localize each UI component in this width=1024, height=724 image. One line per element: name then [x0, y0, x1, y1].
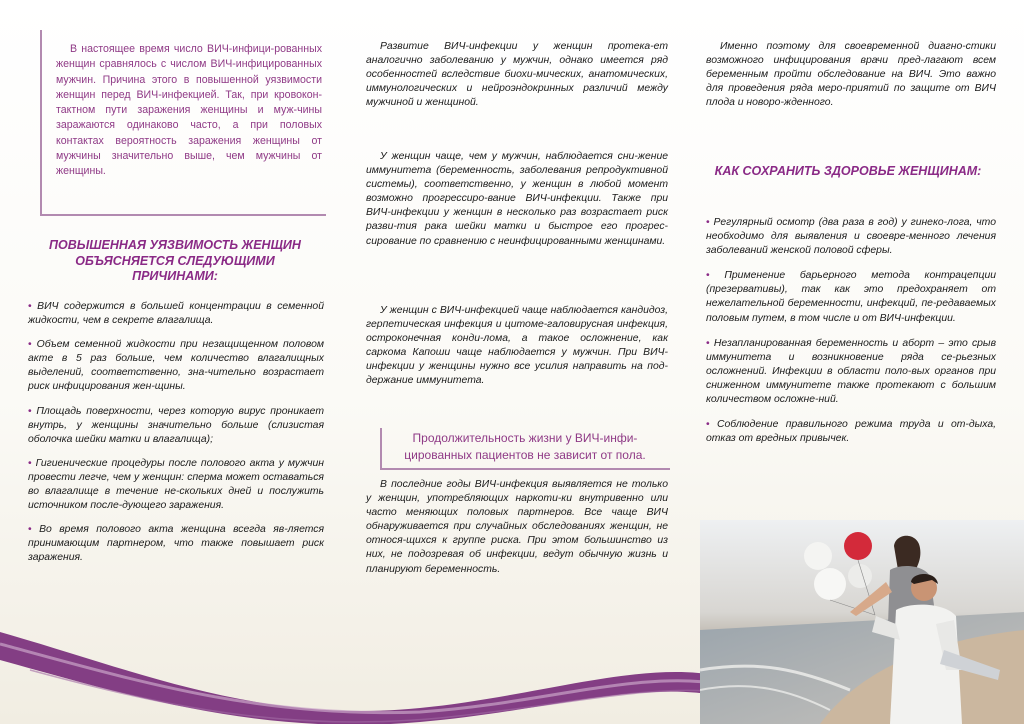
bullet-icon: •: [28, 457, 32, 469]
life-expectancy-callout: Продолжительность жизни у ВИЧ-инфи-цированных пациентов не зависит от пола.: [404, 431, 646, 462]
bullet-icon: •: [28, 301, 32, 312]
vulnerability-heading: ПОВЫШЕННАЯ УЯЗВИМОСТЬ ЖЕНЩИН ОБЪЯСНЯЕТСЯ СЛЕДУЮЩИМИ ПРИЧИНАМИ:: [49, 238, 301, 283]
ribbon-band: [0, 632, 720, 724]
bullet-icon: •: [706, 217, 710, 228]
recent-years-paragraph: В последние годы ВИЧ-инфекция выявляется не только у женщин, употребляющих наркоти-ки внутривенно или часто меняющих половых партнеров. Все чаще ВИЧ обнаруживается при случайных обследованиях женщин, не относя-щихся к группе риска. При этом большинство из них, не подозревая об инфекции, ведут обычную жизнь и планируют беременность.: [366, 479, 668, 575]
vulnerability-reasons-list: [28, 300, 324, 576]
bullet-icon: •: [28, 524, 32, 536]
balloon-white: [804, 542, 832, 570]
list-item: • ВИЧ содержится в большей концентрации в семенной жидкости, чем в секрете влагалища.: [28, 301, 324, 327]
list-item: • Площадь поверхности, через которую вирус проникает внутрь, у женщины значительно больше (слизистая оболочка шейки матки и влагалища);: [28, 405, 324, 445]
decorative-ribbon: [0, 600, 720, 724]
hiv-development-paragraph: Развитие ВИЧ-инфекции у женщин протека-ет аналогично заболеванию у мужчин, однако имеется ряд особенностей вследствие биохи-мических, анатомических, иммунологических и нейроэндокринных различий между мужчиной и женщиной.: [366, 41, 668, 109]
health-tips-list: [706, 216, 996, 457]
list-item: • Объем семенной жидкости при незащищенном половом акте в 5 раз больше, чем количество влагалищных выделений, соответственно, зна-чительно возрастает риск инфицирования жен-щины.: [28, 339, 324, 393]
diagnosis-paragraph: Именно поэтому для своевременной диагно-стики возможного инфицирования врачи пред-лагают всем беременным пройти обследование на ВИЧ. Это важно для проведения ряда меро-приятий по защите от ВИЧ плода и новоро-жденного.: [706, 41, 996, 109]
bullet-icon: •: [706, 419, 710, 431]
list-item: • Регулярный осмотр (два раза в год) у гинеко-лога, что необходимо для выявления и своевре-менного лечения заболеваний женской половой сферы.: [706, 217, 996, 257]
infections-paragraph: У женщин с ВИЧ-инфекцией чаще наблюдается кандидоз, герпетическая инфекция и цитоме-галовирусная инфекция, остроконечная конди-лома, а такое осложнение, как саркома Капоши чаще наблюдается у мужчин. При ВИЧ-инфекции у женщины нужно все усилия направить на под-держание иммунитета.: [366, 305, 668, 387]
balloon-white: [814, 568, 846, 600]
health-tips-heading: КАК СОХРАНИТЬ ЗДОРОВЬЕ ЖЕНЩИНАМ:: [714, 164, 982, 178]
list-item: • Гигиенические процедуры после полового акта у мужчин провести легче, чем у женщин: сперма может оставаться во влагалище в течение не-скольких дней и послужить источником после-дующего заражения.: [28, 457, 324, 512]
balloon-white: [848, 564, 872, 588]
bullet-icon: •: [706, 337, 710, 349]
list-item: • Во время полового акта женщина всегда яв-ляется принимающим партнером, что также повышает риск заражения.: [28, 524, 325, 564]
bullet-icon: •: [28, 339, 32, 351]
list-item: • Незапланированная беременность и аборт – это срыв иммунитета и возникновение ряда се-рьезных осложнений. Инфекции в области поло-вых органов при сниженном иммунитете также протекают с большим количеством осложне-ний.: [706, 337, 996, 406]
bullet-icon: •: [706, 270, 710, 282]
intro-paragraph: В настоящее время число ВИЧ-инфици-рованных женщин сравнялось с числом ВИЧ-инфицированных мужчин. Причина этого в повышенной уязвимости женщин перед ВИЧ-инфекцией. Так, при кровокон-тактном пути заражения женщины и муж-чины заражаются одинаково часто, а при половых контактах вероятность заражения женщины от мужчины значительно выше, чем мужчины от женщины.: [56, 43, 322, 178]
list-item: • Соблюдение правильного режима труда и от-дыха, отказ от вредных привычек.: [706, 419, 996, 445]
balloon-red: [844, 532, 872, 560]
couple-beach-photo: [700, 520, 1024, 724]
bullet-icon: •: [28, 405, 32, 417]
immunity-paragraph: У женщин чаще, чем у мужчин, наблюдается сни-жение иммунитета (беременность, заболевания репродуктивной системы), соответственно, у женщин в любой момент возможно прогрессиро-вание ВИЧ-инфекции. Также при ВИЧ-инфекции у женщин в несколько раз возрастает риск разви-тия рака шейки матки и быстрое его прогрес-сирование по сравнению с неинфицированными женщинами.: [366, 151, 668, 247]
list-item: • Применение барьерного метода контрацепции (презервативы), так как это предохраняет от нежелательной беременности, инфекций, пе-редаваемых половым путем, в том числе и от ВИЧ-инфекции.: [706, 270, 996, 324]
